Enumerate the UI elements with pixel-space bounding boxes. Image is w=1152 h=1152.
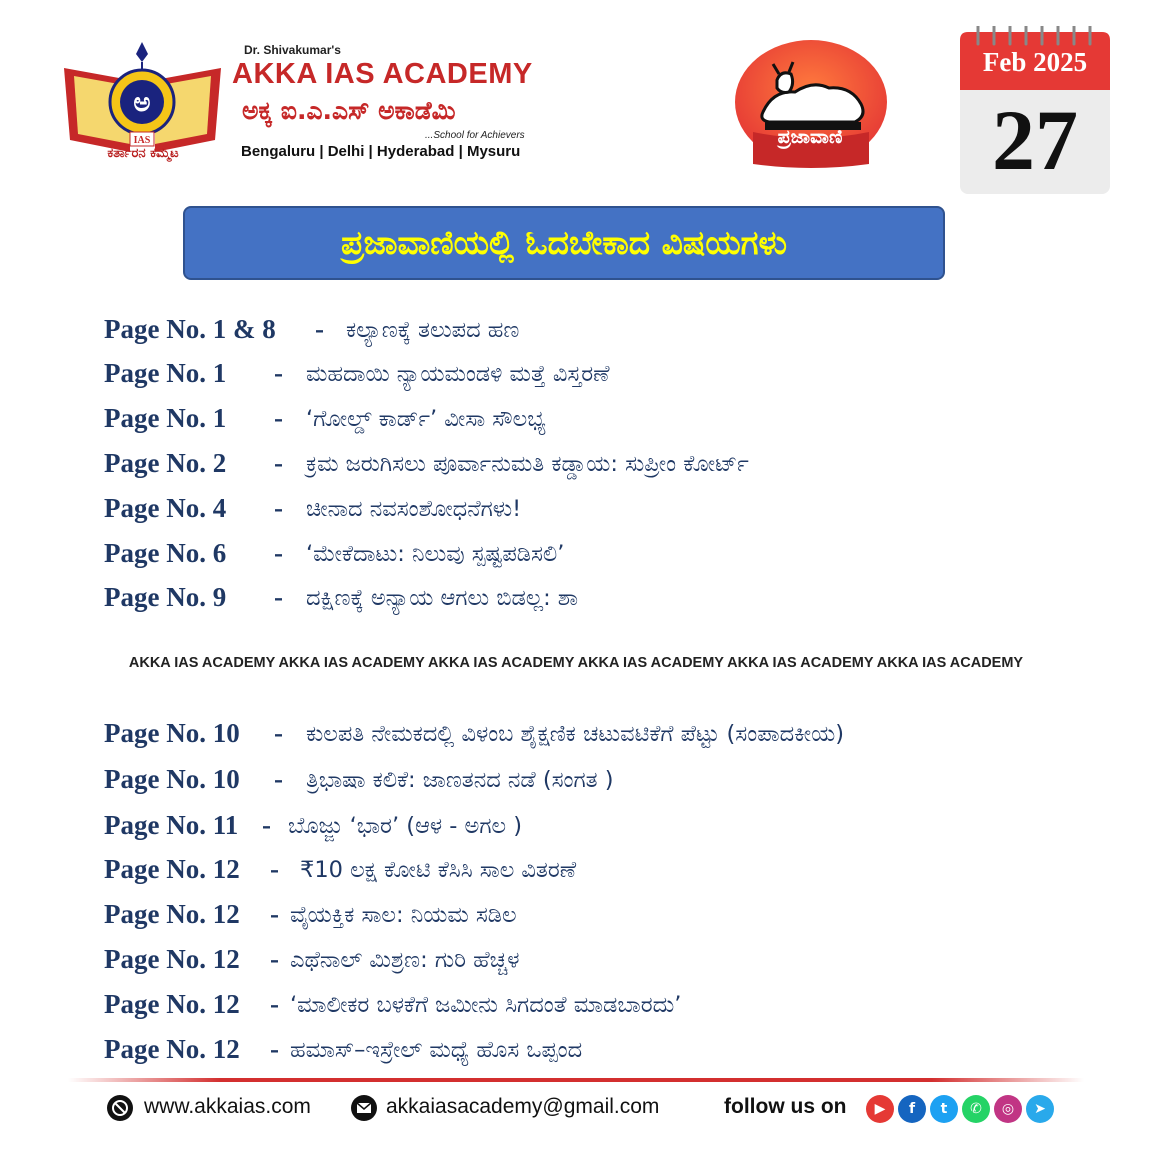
article-title: ದಕ್ಷಿಣಕ್ಕೆ ಅನ್ಯಾಯ ಆಗಲು ಬಿಡಲ್ಲ: ಶಾ (306, 585, 579, 611)
instagram-icon[interactable]: ◎ (994, 1095, 1022, 1123)
watermark-strip: AKKA IAS ACADEMY AKKA IAS ACADEMY AKKA IAS ACADEMY AKKA IAS ACADEMY AKKA IAS ACADEMY AKKA IAS ACADEMY (128, 655, 1024, 671)
brand-title: AKKA IAS ACADEMY (232, 58, 533, 90)
article-title: ಕ್ರಮ ಜರುಗಿಸಲು ಪೂರ್ವಾನುಮತಿ ಕಡ್ಡಾಯ: ಸುಪ್ರೀಂ ಕೋರ್ಟ್ (306, 451, 749, 477)
separator-dash: - (270, 899, 279, 929)
newspaper-name: ಪ್ರಜಾವಾಣಿ (777, 126, 843, 148)
email-icon (350, 1094, 378, 1122)
separator-dash: - (274, 764, 283, 794)
article-title: ಕಲ್ಯಾಣಕ್ಕೆ ತಲುಪದ ಹಣ (346, 317, 520, 343)
banner-title: ಪ್ರಜಾವಾಣಿಯಲ್ಲಿ ಓದಬೇಕಾದ ವಿಷಯಗಳು (341, 223, 787, 262)
article-title: ‘ಗೋಲ್ಡ್ ಕಾರ್ಡ್’ ವೀಸಾ ಸೌಲಭ್ಯ (306, 406, 546, 432)
page-number: Page No. 12 (104, 989, 240, 1019)
page-number: Page No. 12 (104, 899, 240, 929)
brand-title-kannada: ಅಕ್ಕ ಐ.ಎ.ಎಸ್ ಅಕಾಡೆಮಿ (242, 96, 456, 125)
ias-badge-text: IAS (133, 135, 151, 146)
separator-dash: - (274, 358, 283, 388)
article-title: ‘ಮಾಲೀಕರ ಬಳಕೆಗೆ ಜಮೀನು ಸಿಗದಂತೆ ಮಾಡಬಾರದು’ (290, 992, 682, 1018)
prajavani-logo (733, 40, 889, 172)
article-title: ₹10 ಲಕ್ಷ ಕೋಟಿ ಕೆಸಿಸಿ ಸಾಲ ವಿತರಣೆ (300, 857, 577, 883)
article-title: ಕುಲಪತಿ ನೇಮಕದಲ್ಲಿ ವಿಳಂಬ ಶೈಕ್ಷಣಿಕ ಚಟುವಟಿಕೆಗೆ ಪೆಟ್ಟು (ಸಂಪಾದಕೀಯ) (306, 721, 844, 747)
footer-divider (68, 1078, 1084, 1082)
follow-label: follow us on (724, 1095, 847, 1118)
page-number: Page No. 1 & 8 (104, 314, 276, 344)
whatsapp-icon[interactable]: ✆ (962, 1095, 990, 1123)
page-number: Page No. 12 (104, 944, 240, 974)
youtube-icon[interactable]: ▶ (866, 1095, 894, 1123)
page-number: Page No. 9 (104, 582, 227, 612)
separator-dash: - (274, 718, 283, 748)
logo-caption: ಕರ್ತಾರನ ಕಮ್ಮಟ (107, 146, 179, 161)
article-title: ‘ಮೇಕೆದಾಟು: ನಿಲುವು ಸ್ಪಷ್ಟಪಡಿಸಲಿ’ (306, 541, 565, 567)
facebook-icon[interactable]: f (898, 1095, 926, 1123)
calendar-day: 27 (992, 92, 1078, 188)
brand-founder: Dr. Shivakumar's (244, 43, 341, 57)
page-number: Page No. 11 (104, 810, 239, 840)
twitter-icon[interactable]: t (930, 1095, 958, 1123)
page-number: Page No. 1 (104, 358, 227, 388)
page-number: Page No. 6 (104, 538, 227, 568)
separator-dash: - (274, 582, 283, 612)
article-title: ಹಮಾಸ್–ಇಸ್ರೇಲ್ ಮಧ್ಯೆ ಹೊಸ ಒಪ್ಪಂದ (290, 1037, 583, 1063)
globe-icon (106, 1094, 134, 1122)
article-title: ವೈಯಕ್ತಿಕ ಸಾಲ: ನಿಯಮ ಸಡಿಲ (290, 902, 517, 928)
telegram-icon[interactable]: ➤ (1026, 1095, 1054, 1123)
page-number: Page No. 12 (104, 854, 240, 884)
separator-dash: - (274, 538, 283, 568)
brand-cities: Bengaluru | Delhi | Hyderabad | Mysuru (241, 143, 521, 160)
article-title: ತ್ರಿಭಾಷಾ ಕಲಿಕೆ: ಜಾಣತನದ ನಡೆ (ಸಂಗತ ) (306, 767, 614, 793)
separator-dash: - (262, 810, 271, 840)
section-banner (183, 206, 945, 280)
article-title: ಎಥೆನಾಲ್ ಮಿಶ್ರಣ: ಗುರಿ ಹೆಚ್ಚಳ (290, 947, 520, 973)
page-number: Page No. 10 (104, 764, 240, 794)
separator-dash: - (270, 944, 279, 974)
email-link[interactable]: akkaiasacademy@gmail.com (386, 1095, 660, 1118)
article-title: ಬೊಜ್ಜು ‘ಭಾರ’ (ಆಳ - ಅಗಲ ) (288, 813, 523, 839)
article-title: ಚೀನಾದ ನವಸಂಶೋಧನೆಗಳು! (306, 496, 522, 522)
separator-dash: - (274, 493, 283, 523)
svg-text:ಅ: ಅ (133, 88, 151, 118)
calendar-month-year: Feb 2025 (982, 47, 1088, 77)
separator-dash: - (315, 314, 324, 344)
page-number: Page No. 10 (104, 718, 240, 748)
brand-tagline: ...School for Achievers (425, 130, 525, 141)
separator-dash: - (270, 854, 279, 884)
website-link[interactable]: www.akkaias.com (144, 1095, 311, 1118)
page-number: Page No. 1 (104, 403, 227, 433)
page-number: Page No. 2 (104, 448, 227, 478)
article-title: ಮಹದಾಯಿ ನ್ಯಾಯಮಂಡಳಿ ಮತ್ತೆ ವಿಸ್ತರಣೆ (306, 361, 610, 387)
separator-dash: - (270, 1034, 279, 1064)
page-number: Page No. 12 (104, 1034, 240, 1064)
separator-dash: - (270, 989, 279, 1019)
page-number: Page No. 4 (104, 493, 227, 523)
separator-dash: - (274, 448, 283, 478)
separator-dash: - (274, 403, 283, 433)
